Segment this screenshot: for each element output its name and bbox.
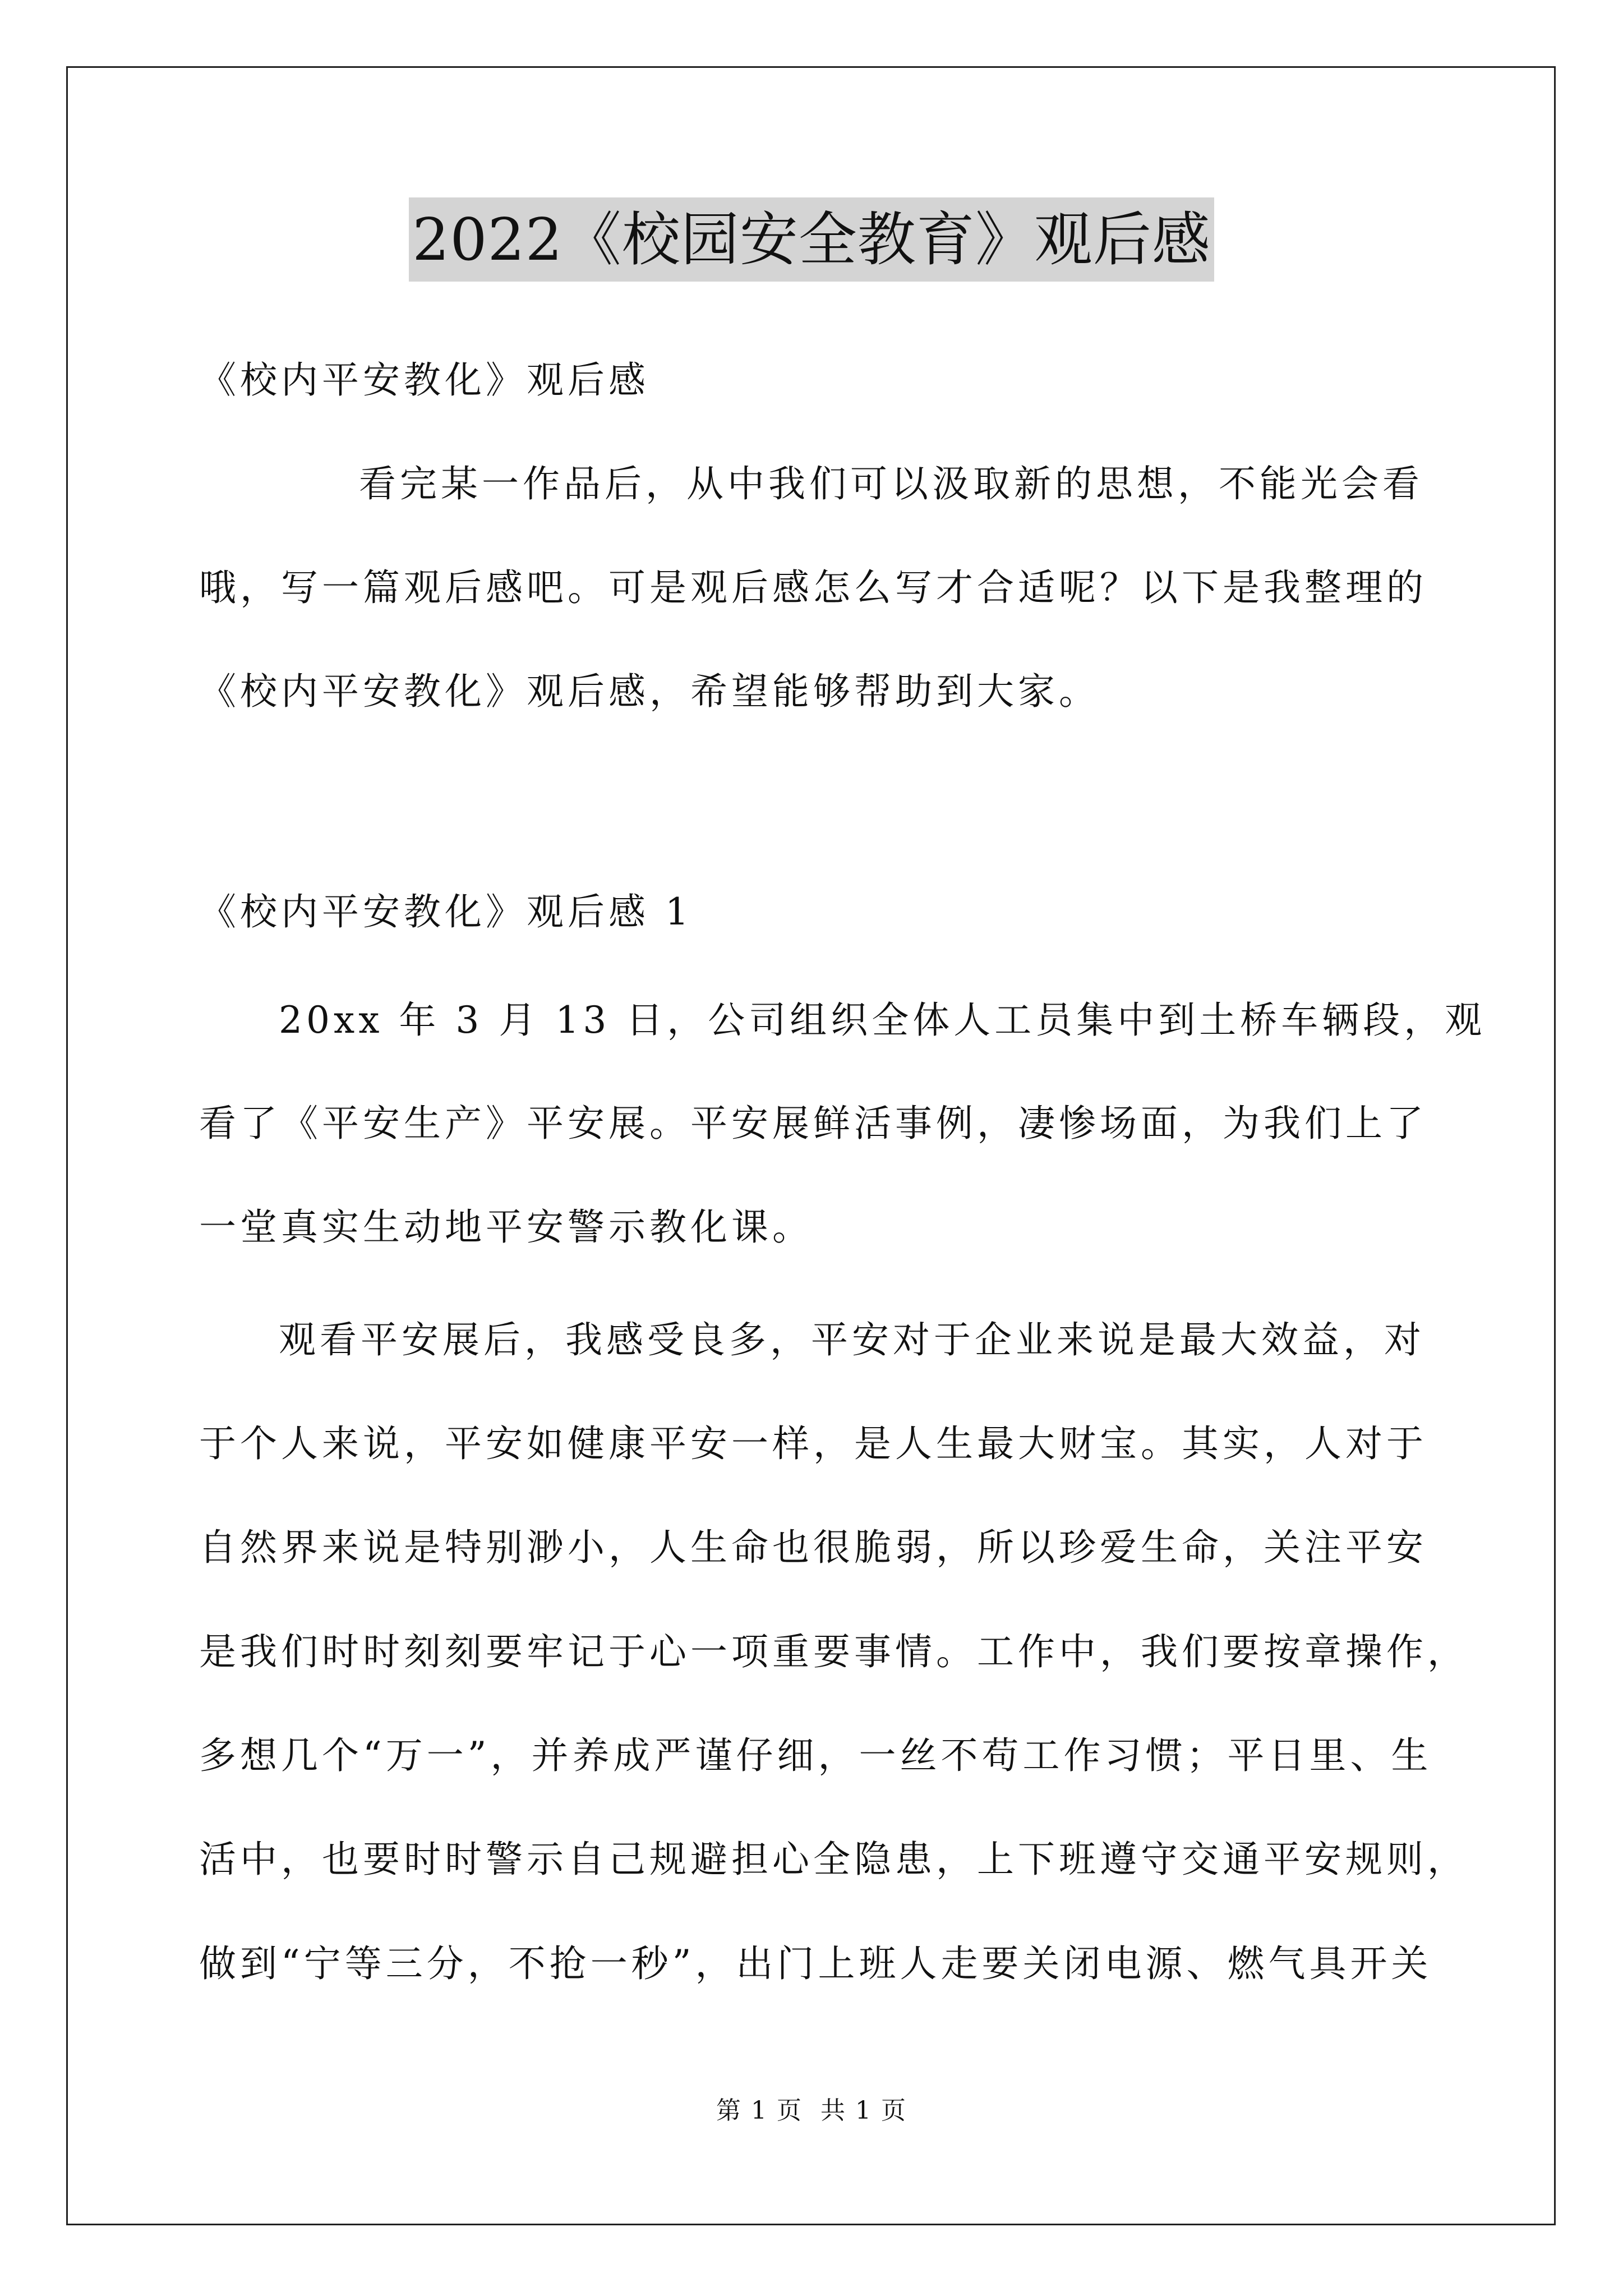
intro-line-3: 《校内平安教化》观后感，希望能够帮助到大家。 [199,670,1100,713]
paragraph2-line-4: 是我们时时刻刻要牢记于心一项重要事情。工作中，我们要按章操作， [199,1630,1468,1673]
page-footer [0,2094,1623,2128]
total-pages: 共 1 页 [820,2096,907,2125]
paragraph1-line-1: 20xx 年 3 月 13 日，公司组织全体人工员集中到土桥车辆段，观 [279,999,1486,1042]
document-subtitle: 《校内平安教化》观后感 [199,358,649,402]
paragraph2-line-7: 做到“宁等三分，不抢一秒”，出门上班人走要关闭电源、燃气具开关 [199,1942,1432,1985]
intro-line-2: 哦，写一篇观后感吧。可是观后感怎么写才合适呢？以下是我整理的 [199,566,1427,609]
section-heading: 《校内平安教化》观后感 1 [199,890,693,933]
intro-line-1: 看完某一作品后，从中我们可以汲取新的思想，不能光会看 [359,462,1423,505]
title-wrap [0,197,1623,282]
paragraph2-line-1: 观看平安展后，我感受良多，平安对于企业来说是最大效益，对 [279,1318,1425,1361]
paragraph2-line-6: 活中，也要时时警示自己规避担心全隐患，上下班遵守交通平安规则， [199,1838,1468,1881]
paragraph1-line-2: 看了《平安生产》平安展。平安展鲜活事例，凄惨场面，为我们上了 [199,1102,1427,1145]
page-number: 第 1 页 [716,2096,803,2125]
paragraph1-line-3: 一堂真实生动地平安警示教化课。 [199,1205,813,1249]
document-title: 2022《校园安全教育》观后感 [409,197,1214,282]
paragraph2-line-3: 自然界来说是特别渺小，人生命也很脆弱，所以珍爱生命，关注平安 [199,1526,1427,1569]
paragraph2-line-5: 多想几个“万一”，并养成严谨仔细，一丝不苟工作习惯；平日里、生 [199,1734,1432,1777]
paragraph2-line-2: 于个人来说，平安如健康平安一样，是人生最大财宝。其实，人对于 [199,1422,1427,1465]
